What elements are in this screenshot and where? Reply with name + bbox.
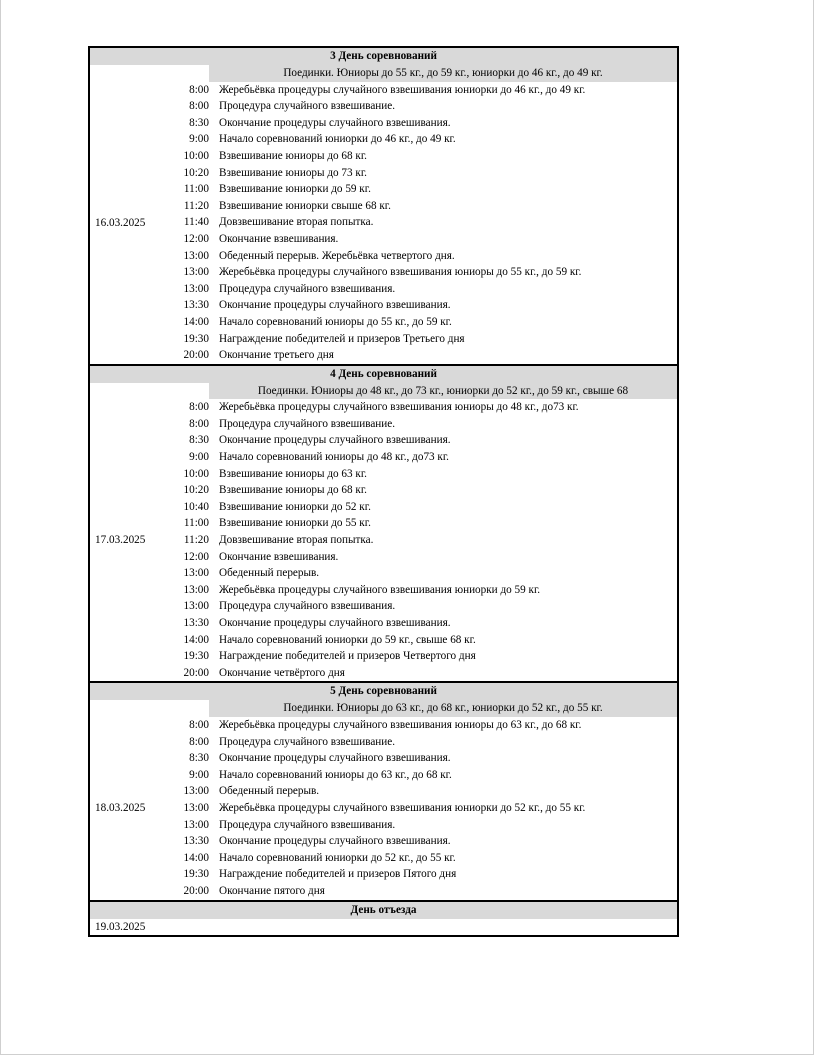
- schedule-row: [162, 466, 677, 483]
- schedule-row: [162, 214, 677, 231]
- day-subheader: Поединки. Юниоры до 63 кг., до 68 кг., юниорки до 52 кг., до 55 кг.: [209, 700, 677, 717]
- row-time: 13:30: [183, 299, 209, 312]
- row-time: 11:00: [183, 517, 209, 530]
- subheader-spacer: [90, 65, 209, 82]
- row-time: 13:00: [183, 282, 209, 295]
- day-subheader-row: [90, 700, 677, 717]
- row-activity: Процедура случайного взвешивание.: [219, 735, 396, 748]
- schedule-row: [162, 632, 677, 649]
- day-header: 3 День соревнований: [90, 48, 677, 65]
- departure-header: День отъезда: [90, 902, 677, 919]
- schedule-row: [162, 416, 677, 433]
- day-date: 18.03.2025: [95, 802, 146, 815]
- row-time: 13:00: [183, 818, 209, 831]
- schedule-row: [162, 734, 677, 751]
- schedule-row: [162, 598, 677, 615]
- schedule-row: [162, 314, 677, 331]
- row-activity: Жеребьёвка процедуры случайного взвешивания юниоры до 55 кг., до 59 кг.: [219, 266, 582, 279]
- row-activity: Окончание взвешивания.: [219, 550, 339, 563]
- row-activity: Окончание процедуры случайного взвешивания.: [219, 617, 451, 629]
- row-activity: Процедура случайного взвешивание.: [219, 417, 396, 430]
- row-time: 8:30: [189, 752, 209, 765]
- row-time: 13:00: [183, 567, 209, 580]
- row-time: 19:30: [183, 332, 209, 345]
- day-header: 5 День соревнований: [90, 683, 677, 700]
- row-time: 13:00: [183, 583, 209, 596]
- row-time: 10:20: [183, 166, 209, 179]
- row-time: 20:00: [183, 666, 209, 679]
- row-time: 11:20: [183, 534, 209, 547]
- schedule-row: [162, 532, 677, 549]
- row-time: 13:00: [183, 785, 209, 798]
- schedule-row: [162, 515, 677, 532]
- row-activity: Окончание процедуры случайного взвешивания.: [219, 835, 451, 848]
- row-time: 19:30: [183, 650, 209, 663]
- row-activity: Награждение победителей и призеров Пятого дня: [219, 868, 457, 881]
- row-time: 20:00: [183, 884, 209, 897]
- row-activity: Жеребьёвка процедуры случайного взвешивания юниоры до 48 кг., до73 кг.: [219, 401, 579, 414]
- row-time: 10:00: [183, 149, 209, 162]
- schedule-row: [162, 767, 677, 784]
- row-activity: Довзвешивание вторая попытка.: [219, 216, 374, 229]
- row-time: 8:00: [189, 401, 209, 414]
- schedule-row: [162, 231, 677, 248]
- day-date: 16.03.2025: [95, 216, 146, 229]
- schedule-row: [162, 565, 677, 582]
- schedule-row: [162, 717, 677, 734]
- schedule-row: [162, 850, 677, 867]
- row-activity: Окончание процедуры случайного взвешивания.: [219, 116, 451, 129]
- row-activity: Взвешивание юниорки свыше 68 кг.: [219, 199, 391, 212]
- row-activity: Процедура случайного взвешивания.: [219, 282, 396, 295]
- row-activity: Окончание пятого дня: [219, 884, 325, 897]
- row-activity: Начало соревнований юниорки до 59 кг., свыше 68 кг.: [219, 633, 476, 646]
- schedule-row: [162, 281, 677, 298]
- schedule-row: [162, 432, 677, 449]
- schedule-row: [162, 482, 677, 499]
- subheader-spacer: [90, 383, 209, 400]
- schedule-row: [162, 131, 677, 148]
- row-activity: Довзвешивание вторая попытка.: [219, 534, 374, 547]
- row-time: 20:00: [183, 349, 209, 362]
- row-time: 9:00: [189, 133, 209, 146]
- schedule-row: [162, 449, 677, 466]
- row-activity: Начало соревнований юниорки до 46 кг., до 49 кг.: [219, 133, 456, 146]
- day-subheader: Поединки. Юниоры до 48 кг., до 73 кг., юниорки до 52 кг., до 59 кг., свыше 68: [209, 383, 677, 400]
- day-section: [90, 681, 677, 899]
- schedule-row: [162, 648, 677, 665]
- row-activity: Взвешивание юниорки до 55 кг.: [219, 517, 371, 530]
- row-activity: Жеребьёвка процедуры случайного взвешивания юниорки до 52 кг., до 55 кг.: [219, 801, 586, 814]
- day-section: [90, 48, 677, 364]
- day-date: 17.03.2025: [95, 534, 146, 547]
- schedule-row: [162, 115, 677, 132]
- day-subheader-row: [90, 383, 677, 400]
- schedule-rows: [162, 82, 677, 364]
- schedule-row: [162, 399, 677, 416]
- row-activity: Награждение победителей и призеров Четвертого дня: [219, 650, 476, 663]
- row-time: 13:00: [183, 249, 209, 262]
- row-activity: Взвешивание юниорки до 52 кг.: [219, 500, 371, 513]
- row-time: 10:20: [183, 484, 209, 497]
- row-time: 10:00: [183, 467, 209, 480]
- row-time: 13:00: [183, 266, 209, 279]
- subheader-spacer: [90, 700, 209, 717]
- row-time: 8:30: [189, 434, 209, 447]
- row-time: 10:40: [183, 500, 209, 513]
- schedule-row: [162, 833, 677, 850]
- row-activity: Жеребьёвка процедуры случайного взвешивания юниорки до 46 кг., до 49 кг.: [219, 83, 586, 96]
- row-time: 11:40: [183, 216, 209, 229]
- schedule-row: [162, 264, 677, 281]
- schedule-row: [162, 783, 677, 800]
- row-activity: Взвешивание юниоры до 68 кг.: [219, 149, 367, 162]
- row-activity: Жеребьёвка процедуры случайного взвешивания юниоры до 63 кг., до 68 кг.: [219, 718, 582, 731]
- row-activity: Окончание процедуры случайного взвешивания.: [219, 752, 451, 765]
- row-time: 19:30: [183, 868, 209, 881]
- row-activity: Начало соревнований юниорки до 52 кг., до 55 кг.: [219, 851, 456, 864]
- row-time: 11:00: [183, 183, 209, 196]
- row-activity: Жеребьёвка процедуры случайного взвешивания юниорки до 59 кг.: [219, 583, 541, 596]
- row-time: 8:00: [189, 735, 209, 748]
- departure-section: [90, 900, 677, 935]
- row-activity: Обеденный перерыв.: [219, 567, 320, 580]
- departure-date: 19.03.2025: [95, 920, 146, 933]
- row-time: 14:00: [183, 315, 209, 328]
- schedule-row: [162, 615, 677, 632]
- row-activity: Процедура случайного взвешивание.: [219, 100, 396, 113]
- schedule-row: [162, 750, 677, 767]
- schedule-row: [162, 248, 677, 265]
- row-activity: Обеденный перерыв.: [219, 785, 320, 798]
- row-activity: Взвешивание юниоры до 68 кг.: [219, 484, 367, 497]
- schedule-row: [162, 165, 677, 182]
- row-activity: Начало соревнований юниоры до 63 кг., до 68 кг.: [219, 768, 452, 781]
- row-time: 9:00: [189, 768, 209, 781]
- row-time: 13:30: [183, 835, 209, 848]
- schedule-row: [162, 148, 677, 165]
- day-subheader-row: [90, 65, 677, 82]
- row-time: 8:00: [189, 100, 209, 113]
- row-activity: Окончание взвешивания.: [219, 232, 339, 245]
- schedule-row: [162, 549, 677, 566]
- schedule-row: [162, 499, 677, 516]
- schedule-row: [162, 347, 677, 364]
- row-time: 12:00: [183, 550, 209, 563]
- schedule-row: [162, 297, 677, 314]
- schedule-row: [162, 82, 677, 99]
- schedule-row: [162, 800, 677, 817]
- row-activity: Обеденный перерыв. Жеребьёвка четвертого дня.: [219, 249, 455, 262]
- row-activity: Окончание четвёртого дня: [219, 666, 345, 679]
- row-time: 14:00: [183, 851, 209, 864]
- row-activity: Награждение победителей и призеров Третьего дня: [219, 332, 465, 345]
- schedule-row: [162, 331, 677, 348]
- schedule-row: [162, 181, 677, 198]
- row-time: 8:00: [189, 718, 209, 731]
- row-time: 11:20: [183, 199, 209, 212]
- row-activity: Взвешивание юниоры до 63 кг.: [219, 467, 367, 480]
- day-section: [90, 364, 677, 682]
- row-activity: Взвешивание юниорки до 59 кг.: [219, 183, 371, 196]
- schedule-row: [162, 866, 677, 883]
- row-time: 8:00: [189, 83, 209, 96]
- row-activity: Окончание процедуры случайного взвешивания.: [219, 434, 451, 447]
- day-body: [90, 717, 677, 900]
- schedule-rows: [162, 717, 677, 900]
- row-activity: Процедура случайного взвешивания.: [219, 818, 396, 831]
- row-activity: Окончание процедуры случайного взвешивания.: [219, 299, 451, 312]
- row-time: 13:00: [183, 600, 209, 613]
- row-activity: Взвешивание юниоры до 73 кг.: [219, 166, 367, 179]
- row-time: 14:00: [183, 633, 209, 646]
- day-body: [90, 399, 677, 681]
- row-activity: Процедура случайного взвешивания.: [219, 600, 396, 613]
- row-activity: Начало соревнований юниоры до 48 кг., до73 кг.: [219, 451, 449, 464]
- row-time: 13:00: [183, 801, 209, 814]
- day-subheader: Поединки. Юниоры до 55 кг., до 59 кг., юниорки до 46 кг., до 49 кг.: [209, 65, 677, 82]
- schedule-row: [162, 98, 677, 115]
- schedule-table: [88, 46, 679, 937]
- row-time: 12:00: [183, 232, 209, 245]
- schedule-rows: [162, 399, 677, 681]
- day-header: 4 День соревнований: [90, 366, 677, 383]
- row-activity: Окончание третьего дня: [219, 349, 334, 362]
- day-body: [90, 82, 677, 364]
- row-time: 8:00: [189, 417, 209, 430]
- row-time: 8:30: [189, 116, 209, 129]
- row-time: 13:30: [183, 617, 209, 629]
- schedule-row: [162, 582, 677, 599]
- schedule-row: [162, 817, 677, 834]
- row-time: 9:00: [189, 451, 209, 464]
- schedule-row: [162, 665, 677, 682]
- row-activity: Начало соревнований юниоры до 55 кг., до 59 кг.: [219, 315, 452, 328]
- schedule-row: [162, 883, 677, 900]
- schedule-row: [162, 198, 677, 215]
